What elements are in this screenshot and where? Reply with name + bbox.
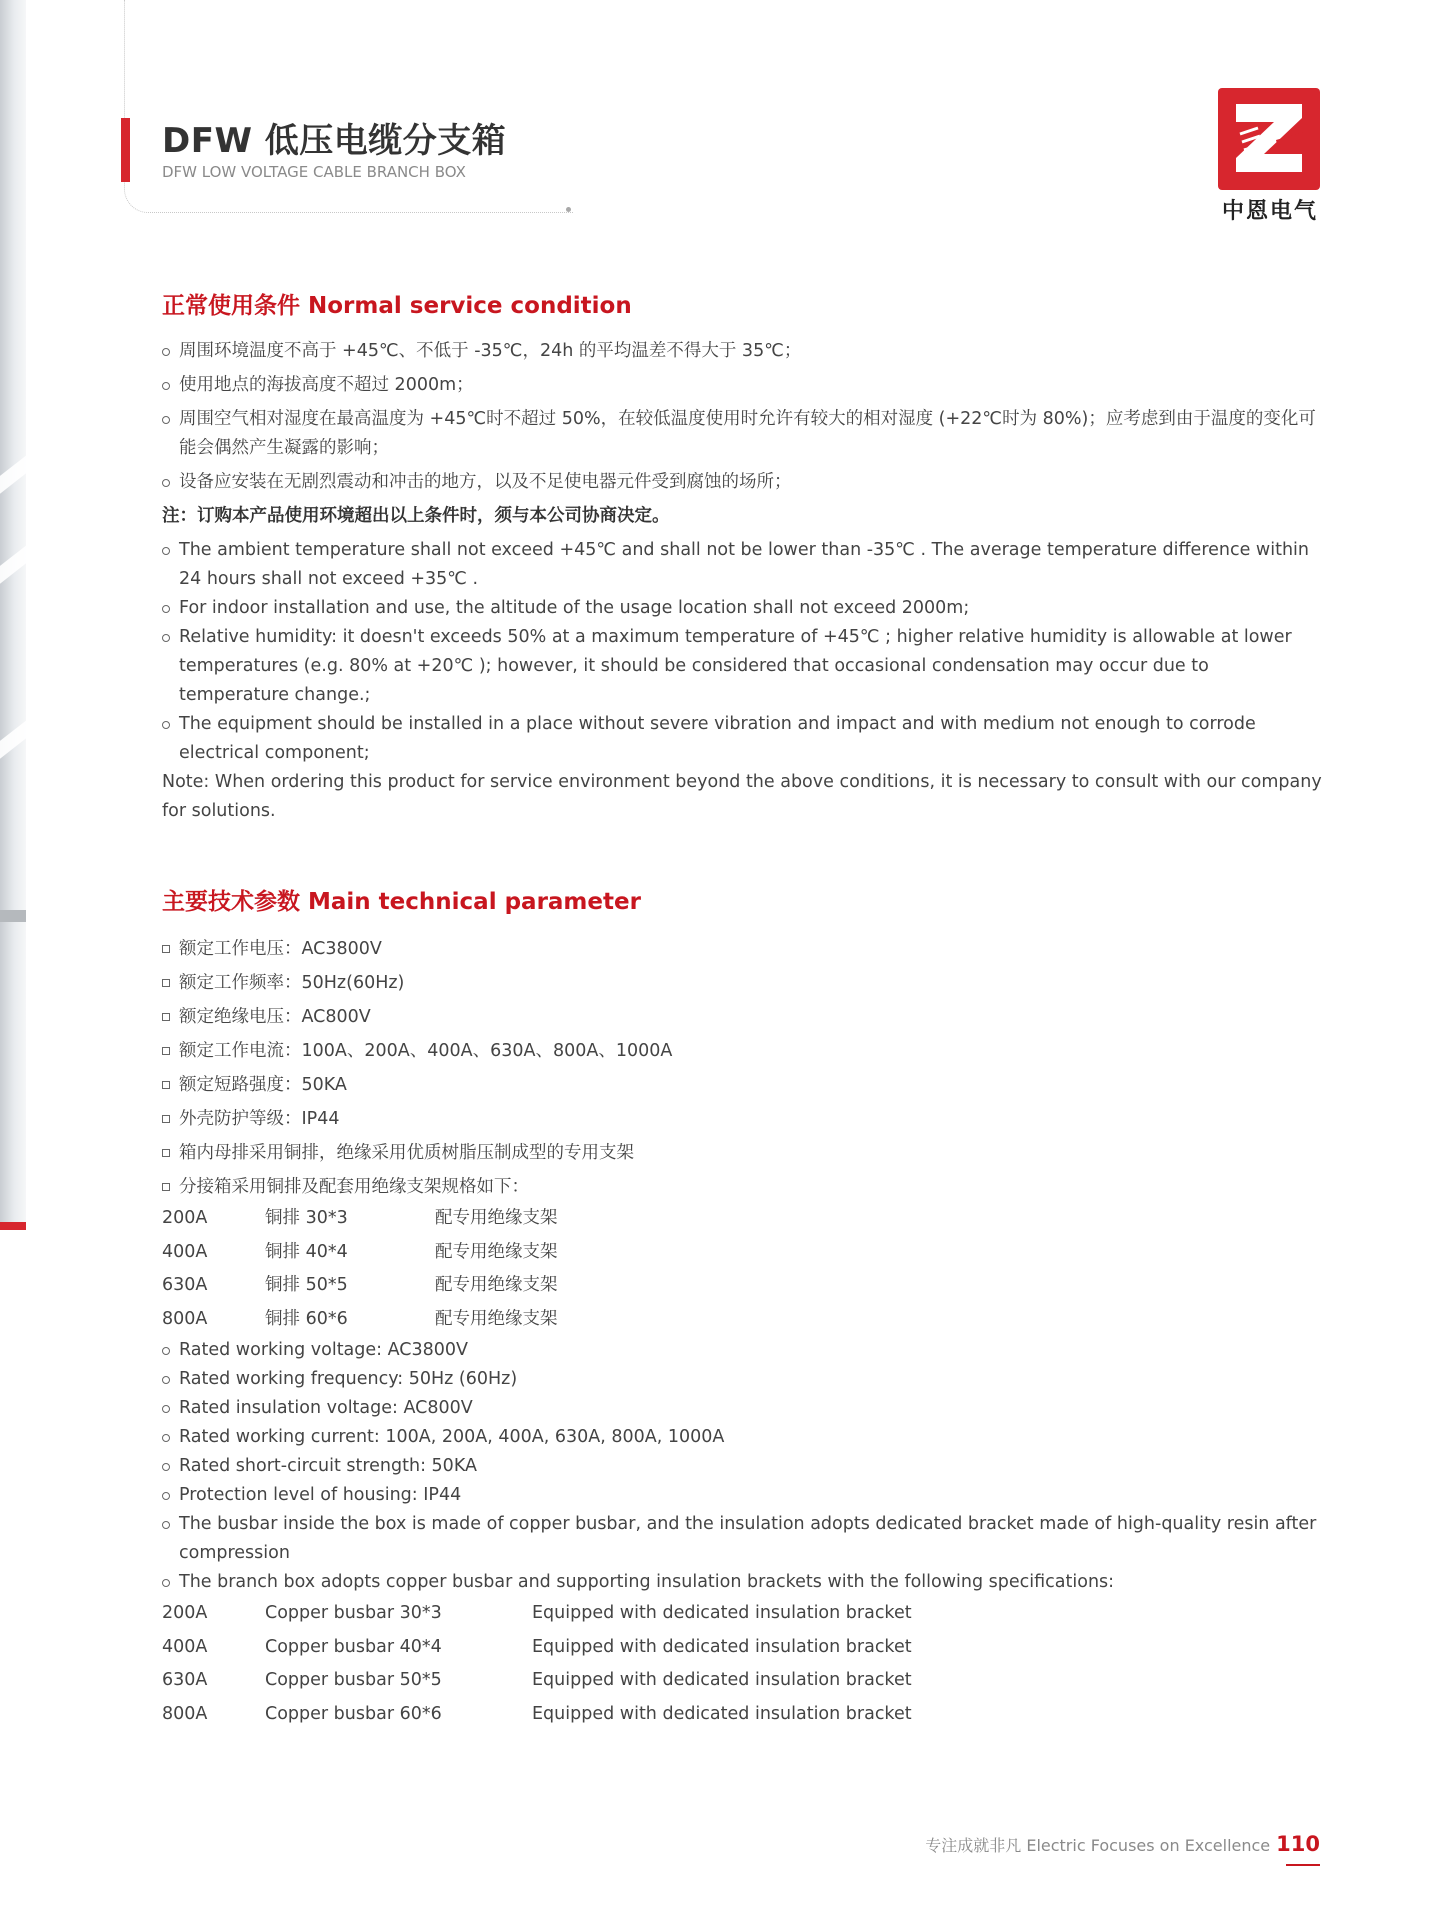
list-item: 周围空气相对湿度在最高温度为 +45℃时不超过 50%，在较低温度使用时允许有较大的相对湿度 (+22℃时为 80%)；应考虑到由于温度的变化可能会偶然产生凝露的影响； xyxy=(162,405,1322,463)
cell-busbar: Copper busbar 60*6 xyxy=(265,1703,442,1724)
cell-busbar: 铜排 30*3 xyxy=(265,1208,348,1228)
spec-table-cn xyxy=(162,1202,1322,1336)
list-item: 额定工作电压：AC3800V xyxy=(162,935,1322,964)
spec-table-en xyxy=(162,1597,1322,1731)
list-item: Rated short-circuit strength: 50KA xyxy=(162,1452,1322,1481)
cell-bracket: Equipped with dedicated insulation bracket xyxy=(532,1603,912,1623)
list-item: 额定工作电流：100A、200A、400A、630A、800A、1000A xyxy=(162,1037,1322,1066)
cell-bracket: 配专用绝缘支架 xyxy=(435,1208,558,1228)
list-item: 额定绝缘电压：AC800V xyxy=(162,1003,1322,1032)
decor-gray-mark xyxy=(0,910,26,922)
decor-band xyxy=(0,718,26,766)
note-cn-text: 注：订购本产品使用环境超出以上条件时，须与本公司协商决定。 xyxy=(162,506,670,526)
note-cn xyxy=(162,502,1322,531)
decor-red-mark xyxy=(0,1222,26,1230)
cell-bracket: Equipped with dedicated insulation bracket xyxy=(532,1703,912,1724)
header-frame-dot xyxy=(566,207,571,212)
list-item: 设备应安装在无剧烈震动和冲击的地方，以及不足使电器元件受到腐蚀的场所； xyxy=(162,468,1322,497)
cell-busbar: Copper busbar 30*3 xyxy=(265,1603,442,1623)
normal-service-content xyxy=(162,337,1322,826)
list-item: 箱内母排采用铜排，绝缘采用优质树脂压制成型的专用支架 xyxy=(162,1139,1322,1168)
cell-bracket: Equipped with dedicated insulation bracket xyxy=(532,1670,912,1690)
cell-bracket: 配专用绝缘支架 xyxy=(435,1241,558,1262)
list-item: 外壳防护等级：IP44 xyxy=(162,1105,1322,1134)
technical-content xyxy=(162,935,1322,1731)
list-item: The branch box adopts copper busbar and supporting insulation brackets with the following specifications: xyxy=(162,1568,1322,1597)
table-row xyxy=(162,1303,1322,1337)
list-item: 周围环境温度不高于 +45℃、不低于 -35℃，24h 的平均温差不得大于 35℃； xyxy=(162,337,1322,366)
cell-current: 630A xyxy=(162,1670,208,1690)
cell-bracket: Equipped with dedicated insulation bracket xyxy=(532,1636,912,1657)
cell-bracket: 配专用绝缘支架 xyxy=(435,1308,558,1329)
header-frame xyxy=(124,0,573,213)
list-item: Rated working voltage: AC3800V xyxy=(162,1336,1322,1365)
list-item: 额定短路强度：50KA xyxy=(162,1071,1322,1100)
page-title: DFW 低压电缆分支箱 xyxy=(162,121,507,161)
table-row xyxy=(162,1698,1322,1732)
list-item: Protection level of housing: IP44 xyxy=(162,1481,1322,1510)
table-row xyxy=(162,1664,1322,1698)
list-item: For indoor installation and use, the altitude of the usage location shall not exceed 2000m; xyxy=(162,594,1322,623)
cell-busbar: 铜排 50*5 xyxy=(265,1275,348,1295)
list-item: Relative humidity: it doesn't exceeds 50% at a maximum temperature of +45℃ ; higher relative humidity is allowable at lower temperatures (e.g. 80% at +20℃ ); however, it should be considered that occasional condensation may occur due to temperature change.; xyxy=(162,623,1322,710)
table-row xyxy=(162,1236,1322,1270)
list-item: 分接箱采用铜排及配套用绝缘支架规格如下： xyxy=(162,1173,1322,1202)
zhongen-logo-icon xyxy=(1218,88,1320,190)
list-item: 额定工作频率：50Hz(60Hz) xyxy=(162,969,1322,998)
cell-current: 400A xyxy=(162,1241,208,1262)
page-number-underline xyxy=(1286,1864,1320,1866)
cell-current: 200A xyxy=(162,1603,208,1623)
cell-current: 400A xyxy=(162,1636,208,1657)
list-item: The busbar inside the box is made of copper busbar, and the insulation adopts dedicated bracket made of high-quality resin after compression xyxy=(162,1510,1322,1568)
cell-busbar: 铜排 60*6 xyxy=(265,1308,348,1329)
section-heading-technical: 主要技术参数 Main technical parameter xyxy=(162,889,641,915)
table-row xyxy=(162,1269,1322,1303)
decor-band xyxy=(0,543,26,591)
list-item: Rated working frequency: 50Hz (60Hz) xyxy=(162,1365,1322,1394)
cell-busbar: Copper busbar 50*5 xyxy=(265,1670,442,1690)
cell-current: 800A xyxy=(162,1308,208,1329)
section-heading-normal-service: 正常使用条件 Normal service condition xyxy=(162,293,632,319)
table-row xyxy=(162,1631,1322,1665)
cell-bracket: 配专用绝缘支架 xyxy=(435,1275,558,1295)
note-en: Note: When ordering this product for service environment beyond the above conditions, it is necessary to consult with our company for solutions. xyxy=(162,772,1322,821)
list-item: The equipment should be installed in a place without severe vibration and impact and with medium not enough to corrode electrical component; xyxy=(162,710,1322,768)
table-row xyxy=(162,1597,1322,1631)
page-footer xyxy=(925,1832,1320,1856)
cell-busbar: 铜排 40*4 xyxy=(265,1241,348,1262)
footer-tagline: 专注成就非凡 Electric Focuses on Excellence xyxy=(925,1836,1271,1855)
page-subtitle: DFW LOW VOLTAGE CABLE BRANCH BOX xyxy=(162,163,466,181)
header-accent-bar xyxy=(121,118,130,182)
table-row xyxy=(162,1202,1322,1236)
cell-current: 800A xyxy=(162,1703,208,1724)
list-item: Rated working current: 100A, 200A, 400A, 630A, 800A, 1000A xyxy=(162,1423,1322,1452)
cell-current: 630A xyxy=(162,1275,208,1295)
cell-busbar: Copper busbar 40*4 xyxy=(265,1636,442,1657)
left-decor-strip xyxy=(0,0,26,1230)
cell-current: 200A xyxy=(162,1208,208,1228)
brand-name: 中恩电气 xyxy=(1221,199,1318,224)
decor-band xyxy=(0,453,26,501)
list-item: Rated insulation voltage: AC800V xyxy=(162,1394,1322,1423)
list-item: The ambient temperature shall not exceed +45℃ and shall not be lower than -35℃ . The average temperature difference within 24 hours shall not exceed +35℃ . xyxy=(162,536,1322,594)
page-number: 110 xyxy=(1276,1832,1320,1856)
list-item: 使用地点的海拔高度不超过 2000m； xyxy=(162,371,1322,400)
